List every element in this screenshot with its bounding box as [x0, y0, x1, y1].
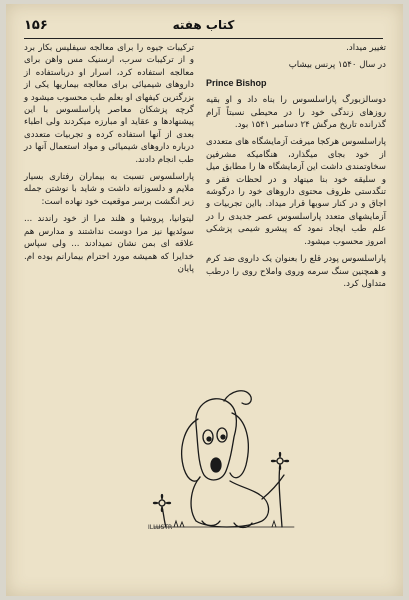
left-flower-center	[159, 500, 165, 506]
dog-tail	[262, 475, 284, 499]
dog-mouth	[211, 458, 221, 472]
left-paragraph-2: پاراسلسوس نسبت به بیماران رفتاری بسیار ملایم و دلسوزانه داشت و شاید با نوشتن جمله زیر انگشت برسر موقعیت خود نهاده است:	[24, 172, 194, 207]
left-flower-petals	[154, 495, 171, 512]
latin-name: Prince Bishop	[206, 77, 267, 88]
drawing-signature: ILLUSTR	[148, 524, 173, 531]
page-header	[24, 16, 383, 39]
book-page	[6, 4, 403, 596]
left-paragraph-3: لیتوانیا، پروشیا و هلند مرا از خود راندند ... سوئدیها نیز مرا دوست نداشتند و مدارس هم علاقه ای بمن نشان نمیدادند ... ولی سپاس خدایرا که همیشه مورد احترام بیمارانم بوده ام. پایان	[24, 214, 194, 274]
page-title: کتاب هفته	[172, 18, 235, 32]
left-column	[24, 42, 194, 280]
dog-left-ear	[182, 419, 200, 481]
page-number: ۱۵۶	[24, 18, 48, 33]
right-caption-line: در سال ۱۵۴۰ پرنس بیشاپ	[288, 60, 386, 71]
right-flower-center	[277, 458, 283, 464]
right-intro: تغییر میداد.	[346, 43, 386, 53]
cartoon-dog-drawing	[134, 389, 304, 539]
right-flower-petals	[272, 453, 289, 470]
left-paragraph-1: ترکیبات جیوه را برای معالجه سیفلیس بکار برد و از ترکیبات سرب، ارسنیک مس واهن برای معالجه استفاده کرد، اسرار او درباستفاده از داروهای شیمیائی برای معالجه بیماریها یکی از بزرگترین کیفهای او بعلم طب محسوب میشود و گرچه پزشکان معاصر پاراسلسوس با این پیشنهادها و عقاید او مبارزه میکردند ولی اطباء بعدی از آنها استفاده کرده و تجربیات متعددی درباره داروهای شیمیائی و مواد استعمال آنها در طب انجام دادند.	[24, 43, 194, 165]
right-paragraph-3: پاراسلسوس پودر قلع را بعنوان یک داروی ضد کرم و همچنین سنگ سرمه وروی واملاح روی را درطب متداول کرد.	[206, 254, 386, 289]
right-column	[206, 42, 386, 295]
right-paragraph-1: دوسالزبورگ پاراسلسوس را بناه داد و او بقیه روزهای زندگی خود را در محیطی نسبتاً آرام گذرانده تاریخ مرگش ۲۴ دسامبر ۱۵۴۱ بود.	[206, 95, 386, 131]
right-flower-stem	[279, 465, 282, 527]
right-paragraph-2: پاراسلسوس هرکجا میرفت آزمایشگاه های متعددی از خود بجای میگذارد، هنگامیکه مشرفین سخاوتمندی داشت این آزمایشگاه ها را مطابق میل و سلیقه خود بنا مینهاد و در لحظات فقر و تنگدستی ظروف محتوی داروهای خود را درگوشه اجاق و در کنار سوبها قرار میداد. بااین تجربیات و آزمایشهای متعدد پاراسلسوس عصر جدیدی را در علم طب ایجاد نمود که پیشرو شیمی پزشکی امروز محسوب میشود.	[206, 137, 386, 247]
dog-body	[191, 477, 269, 527]
